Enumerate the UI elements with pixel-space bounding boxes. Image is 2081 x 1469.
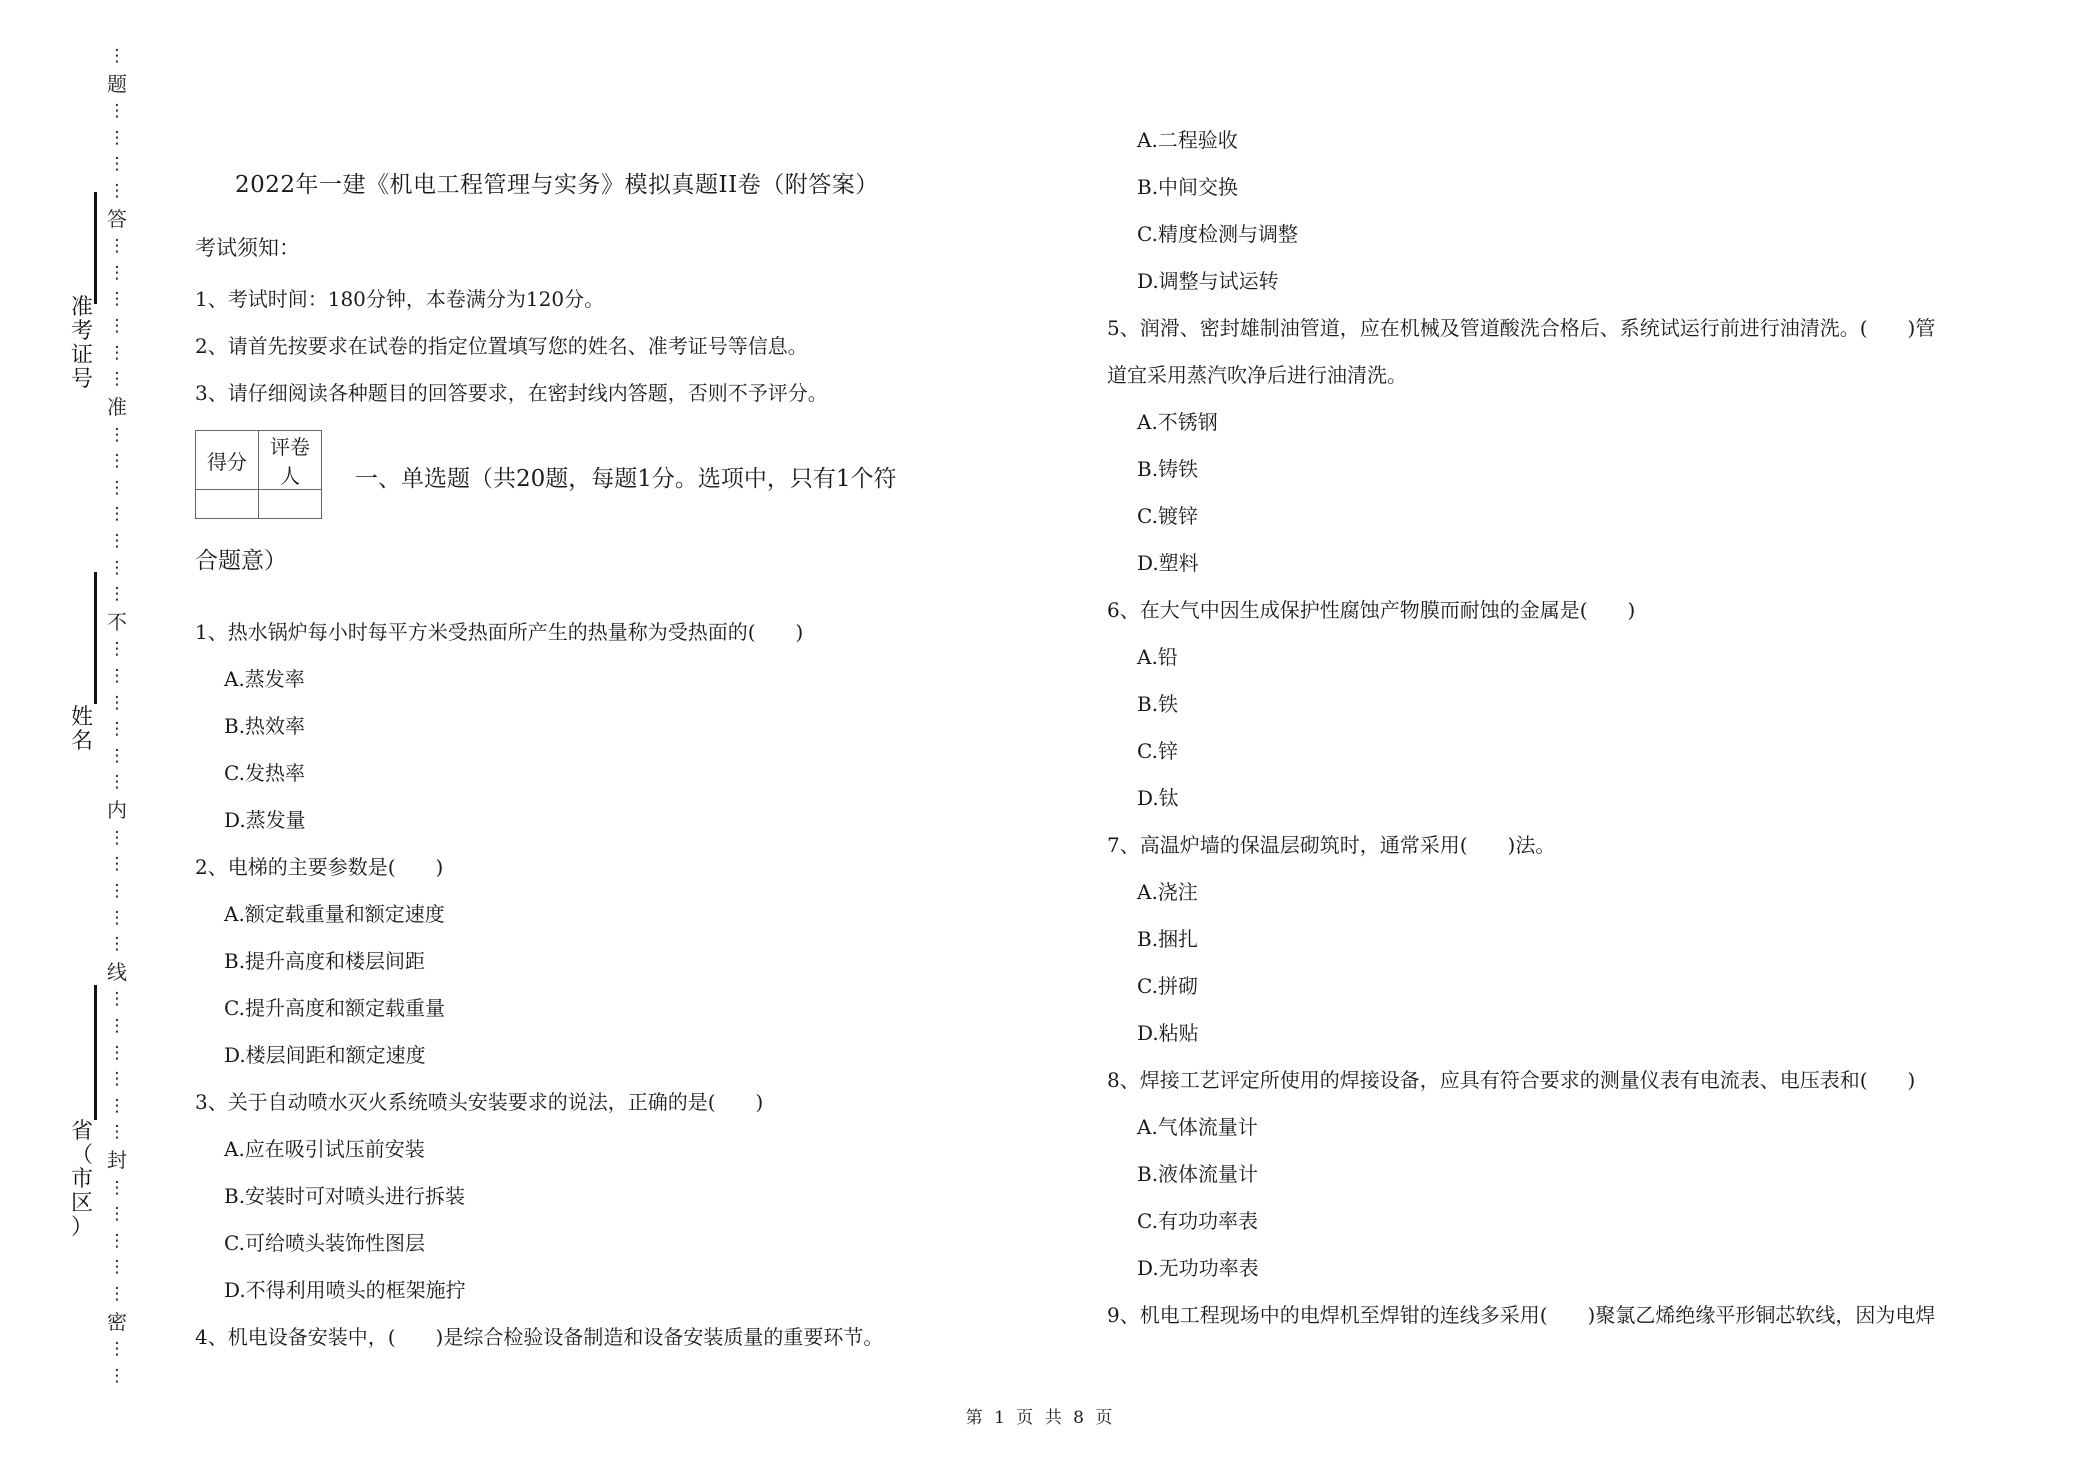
name-label: 姓 名 bbox=[70, 705, 93, 754]
grader-label: 评卷人 bbox=[259, 431, 322, 490]
question-option[interactable]: D.不得利用喷头的框架施拧 bbox=[224, 1278, 466, 1302]
question-option[interactable]: B.中间交换 bbox=[1137, 175, 1239, 199]
question-option[interactable]: A.额定载重量和额定速度 bbox=[224, 902, 445, 926]
question-option[interactable]: B.捆扎 bbox=[1137, 927, 1199, 951]
seal-mark: 不 bbox=[107, 609, 127, 634]
seal-dots-column: ⋮ 题 ⋮ ⋮ ⋮ ⋮ 答 ⋮ ⋮ ⋮ ⋮ ⋮ ⋮ 准 ⋮ ⋮ ⋮ ⋮ ⋮ ⋮ ⋮ 不 ⋮ ⋮ ⋮ ⋮ ⋮ ⋮ 内 ⋮ ⋮ ⋮ ⋮ ⋮ 线 ⋮ ⋮ ⋮ ⋮ ⋮ ⋮ 封 ⋮ ⋮ ⋮ ⋮ ⋮ 密 ⋮ ⋮ bbox=[103, 46, 131, 1386]
page-number: 第 1 页 共 8 页 bbox=[965, 1408, 1116, 1428]
notice-item: 3、请仔细阅读各种题目的回答要求，在密封线内答题，否则不予评分。 bbox=[195, 381, 828, 405]
question-option[interactable]: A.不锈钢 bbox=[1137, 410, 1218, 434]
question-stem-cont: 道宜采用蒸汽吹净后进行油清洗。 bbox=[1107, 363, 1407, 387]
binding-margin bbox=[0, 0, 150, 1469]
question-stem: 6、在大气中因生成保护性腐蚀产物膜而耐蚀的金属是( ) bbox=[1107, 598, 1636, 622]
question-option[interactable]: A.浇注 bbox=[1137, 880, 1198, 904]
question-option[interactable]: A.蒸发率 bbox=[224, 667, 305, 691]
region-label: 省 （ 市 区 ） bbox=[70, 1119, 93, 1240]
question-option[interactable]: A.二程验收 bbox=[1137, 128, 1238, 152]
seal-mark: 密 bbox=[107, 1309, 127, 1334]
seal-mark: 内 bbox=[107, 798, 127, 823]
question-option[interactable]: C.可给喷头装饰性图层 bbox=[224, 1231, 425, 1255]
section-heading: 一、单选题（共20题，每题1分。选项中，只有1个符 bbox=[355, 466, 897, 492]
seal-mark: 准 bbox=[107, 394, 127, 419]
score-label: 得分 bbox=[196, 431, 259, 490]
exam-title: 2022年一建《机电工程管理与实务》模拟真题II卷（附答案） bbox=[235, 172, 879, 198]
seal-mark: 封 bbox=[107, 1147, 127, 1172]
question-option[interactable]: A.铅 bbox=[1137, 645, 1178, 669]
question-option[interactable]: D.楼层间距和额定速度 bbox=[224, 1043, 426, 1067]
question-option[interactable]: D.粘贴 bbox=[1137, 1021, 1199, 1045]
question-option[interactable]: B.铁 bbox=[1137, 692, 1179, 716]
exam-no-fill-line[interactable] bbox=[94, 192, 97, 304]
grader-input-cell[interactable] bbox=[259, 490, 322, 519]
question-option[interactable]: C.锌 bbox=[1137, 739, 1178, 763]
seal-mark: 题 bbox=[107, 71, 127, 96]
seal-mark: 线 bbox=[107, 959, 127, 984]
question-stem: 7、高温炉墙的保温层砌筑时，通常采用( )法。 bbox=[1107, 833, 1556, 857]
question-stem: 4、机电设备安装中，( )是综合检验设备制造和设备安装质量的重要环节。 bbox=[195, 1325, 884, 1349]
notice-item: 2、请首先按要求在试卷的指定位置填写您的姓名、准考证号等信息。 bbox=[195, 334, 808, 358]
question-option[interactable]: B.提升高度和楼层间距 bbox=[224, 949, 426, 973]
question-option[interactable]: D.无功功率表 bbox=[1137, 1256, 1259, 1280]
question-option[interactable]: D.钛 bbox=[1137, 786, 1179, 810]
name-fill-line[interactable] bbox=[94, 572, 97, 704]
question-stem: 1、热水锅炉每小时每平方米受热面所产生的热量称为受热面的( ) bbox=[195, 620, 804, 644]
question-option[interactable]: A.应在吸引试压前安装 bbox=[224, 1137, 425, 1161]
score-box bbox=[195, 430, 322, 519]
seal-mark: 答 bbox=[107, 206, 127, 231]
question-option[interactable]: C.有功功率表 bbox=[1137, 1209, 1258, 1233]
notice-item: 1、考试时间：180分钟，本卷满分为120分。 bbox=[195, 287, 605, 311]
score-input-cell[interactable] bbox=[196, 490, 259, 519]
question-option[interactable]: C.镀锌 bbox=[1137, 504, 1198, 528]
question-option[interactable]: A.气体流量计 bbox=[1137, 1115, 1258, 1139]
question-option[interactable]: B.热效率 bbox=[224, 714, 306, 738]
question-option[interactable]: D.调整与试运转 bbox=[1137, 269, 1279, 293]
question-stem: 5、润滑、密封雄制油管道，应在机械及管道酸洗合格后、系统试运行前进行油清洗。( )管 bbox=[1107, 316, 1936, 340]
question-option[interactable]: C.拼砌 bbox=[1137, 974, 1198, 998]
notice-heading: 考试须知： bbox=[195, 236, 300, 260]
question-stem: 8、焊接工艺评定所使用的焊接设备，应具有符合要求的测量仪表有电流表、电压表和( ) bbox=[1107, 1068, 1916, 1092]
question-option[interactable]: B.液体流量计 bbox=[1137, 1162, 1259, 1186]
question-stem: 3、关于自动喷水灭火系统喷头安装要求的说法，正确的是( ) bbox=[195, 1090, 764, 1114]
question-stem: 2、电梯的主要参数是( ) bbox=[195, 855, 444, 879]
question-stem: 9、机电工程现场中的电焊机至焊钳的连线多采用( )聚氯乙烯绝缘平形铜芯软线，因为电焊 bbox=[1107, 1303, 1936, 1327]
question-option[interactable]: B.铸铁 bbox=[1137, 457, 1199, 481]
question-option[interactable]: D.蒸发量 bbox=[224, 808, 306, 832]
section-heading-cont: 合题意） bbox=[195, 548, 287, 574]
question-option[interactable]: C.提升高度和额定载重量 bbox=[224, 996, 445, 1020]
region-fill-line[interactable] bbox=[94, 985, 97, 1120]
question-option[interactable]: D.塑料 bbox=[1137, 551, 1199, 575]
question-option[interactable]: C.发热率 bbox=[224, 761, 305, 785]
question-option[interactable]: C.精度检测与调整 bbox=[1137, 222, 1298, 246]
exam-no-label: 准 考 证 号 bbox=[70, 295, 93, 392]
question-option[interactable]: B.安装时可对喷头进行拆装 bbox=[224, 1184, 466, 1208]
